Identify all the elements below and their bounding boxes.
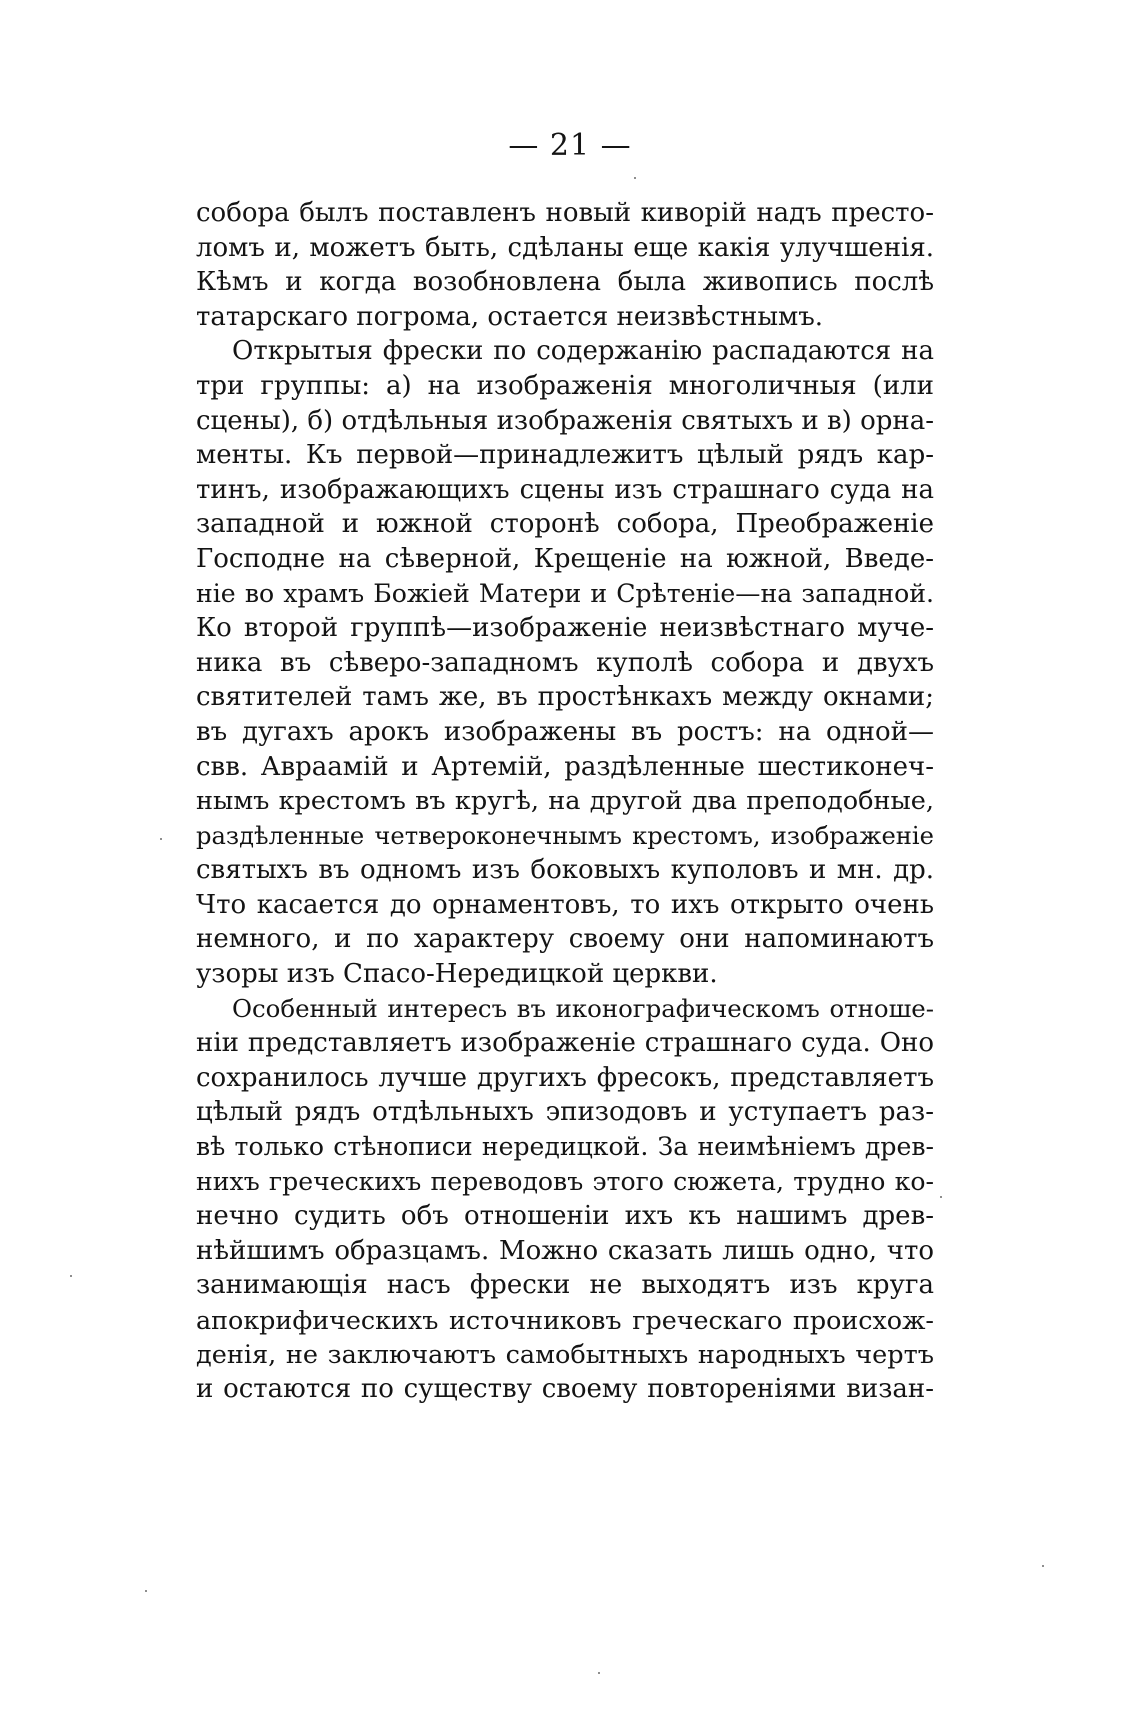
text-line: немного, и по характеру своему они напоминаютъ (196, 924, 934, 955)
text-line: вѣ только стѣнописи нередицкой. За неимѣніемъ древ- (196, 1132, 934, 1162)
text-line: нымъ крестомъ въ кругѣ, на другой два преподобные, (196, 786, 934, 817)
text-line: тинъ, изображающихъ сцены изъ страшнаго суда на (196, 474, 934, 505)
scan-speck (598, 1672, 600, 1674)
text-line: въ дугахъ арокъ изображены въ ростъ: на одной— (196, 716, 934, 747)
scan-speck (160, 838, 162, 840)
page-number: — 21 — (508, 128, 632, 163)
text-line: ломъ и, можетъ быть, сдѣланы еще какія улучшенія. (196, 232, 934, 263)
text-line: нихъ греческихъ переводовъ этого сюжета, трудно ко- (196, 1166, 934, 1196)
text-line: узоры изъ Спасо-Нередицкой церкви. (196, 959, 718, 990)
scan-speck (940, 1196, 942, 1198)
text-line: ніе во храмъ Божіей Матери и Срѣтеніе—на западной. (196, 578, 934, 608)
text-line: занимающія насъ фрески не выходятъ изъ круга (196, 1270, 934, 1301)
scan-speck (145, 1590, 147, 1592)
text-line: нечно судить объ отношеніи ихъ къ нашимъ древ- (196, 1201, 934, 1232)
text-line: нѣйшимъ образцамъ. Можно сказать лишь одно, что (196, 1235, 934, 1266)
text-line: святителей тамъ же, въ простѣнкахъ между окнами; (196, 682, 934, 713)
text-line: сцены), б) отдѣльныя изображенія святыхъ и в) орна- (196, 405, 934, 436)
text-line: Ко второй группѣ—изображеніе неизвѣстнаго муче- (196, 613, 934, 644)
text-line: менты. Къ первой—принадлежитъ цѣлый рядъ кар- (196, 440, 934, 471)
text-line: западной и южной сторонѣ собора, Преображеніе (196, 509, 934, 540)
text-line: Открытыя фрески по содержанію распадаются на (232, 336, 934, 367)
text-line: Кѣмъ и когда возобновлена была живопись послѣ (196, 267, 934, 298)
text-line: апокрифическихъ источниковъ греческаго происхож- (196, 1305, 934, 1335)
text-line: Господне на сѣверной, Крещеніе на южной, Введе- (196, 543, 934, 574)
text-line: денія, не заключаютъ самобытныхъ народныхъ чертъ (196, 1339, 934, 1370)
text-line: три группы: а) на изображенія многоличныя (или (196, 370, 934, 401)
scan-speck (1042, 1565, 1044, 1567)
scan-speck (70, 1275, 72, 1277)
body-text (196, 196, 934, 1407)
text-line: цѣлый рядъ отдѣльныхъ эпизодовъ и уступаетъ раз- (196, 1097, 934, 1128)
text-line: ника въ сѣверо-западномъ куполѣ собора и двухъ (196, 647, 934, 678)
scan-speck (634, 177, 636, 179)
text-line: свв. Авраамій и Артемій, раздѣленные шестиконеч- (196, 751, 934, 782)
text-line: ніи представляетъ изображеніе страшнаго суда. Оно (196, 1028, 934, 1059)
text-line: и остаются по существу своему повтореніями визан- (196, 1374, 934, 1405)
text-line: раздѣленные четвероконечнымъ крестомъ, изображеніе (196, 821, 934, 850)
text-line: Особенный интересъ въ иконографическомъ отноше- (232, 993, 934, 1023)
text-line: татарскаго погрома, остается неизвѣстнымъ. (196, 301, 824, 332)
text-line: святыхъ въ одномъ изъ боковыхъ куполовъ и мн. др. (196, 855, 934, 886)
text-line: Что касается до орнаментовъ, то ихъ открыто очень (196, 889, 934, 920)
text-line: собора былъ поставленъ новый киворій надъ престо- (196, 198, 934, 228)
text-line: сохранилось лучше другихъ фресокъ, представляетъ (196, 1062, 934, 1093)
